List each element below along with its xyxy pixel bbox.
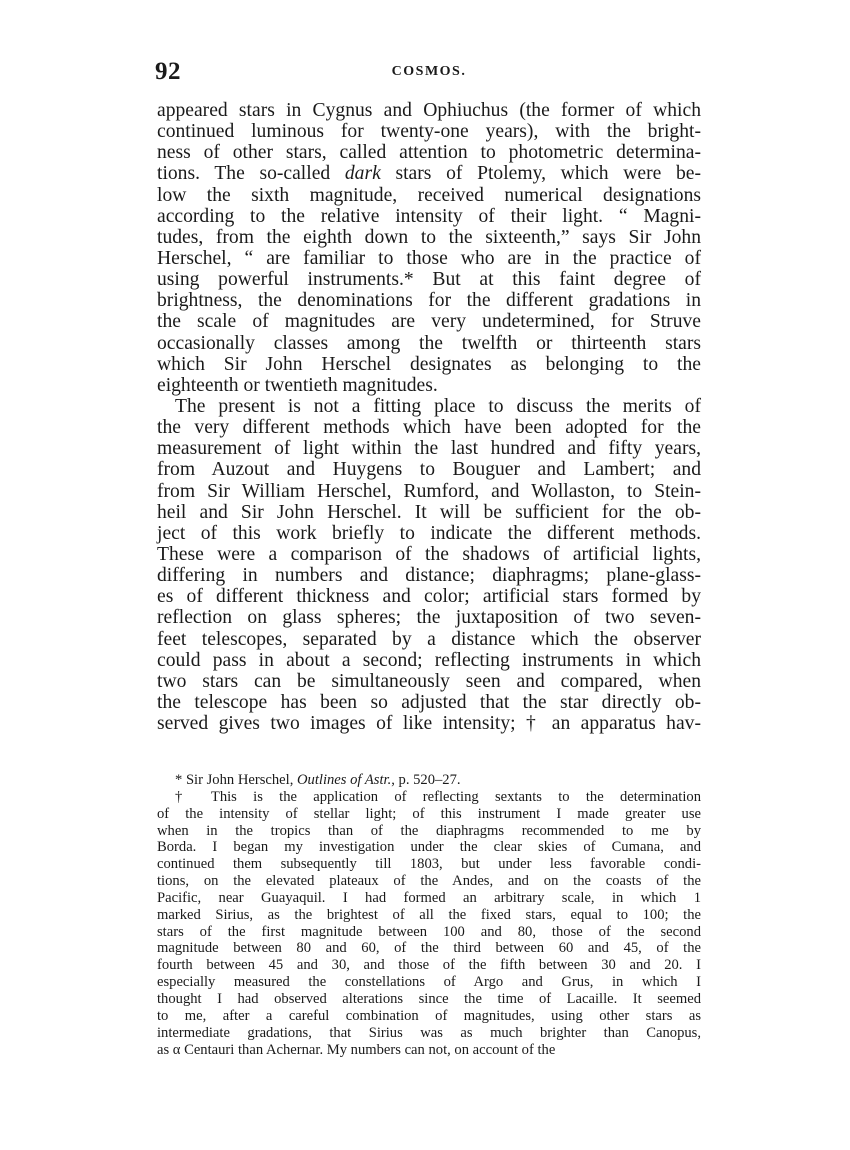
body-line: the very different methods which have been adopted for the (157, 417, 701, 439)
body-line: measurement of light within the last hundred and fifty years, (157, 438, 701, 460)
body-line: feet telescopes, separated by a distance which the observer (157, 628, 701, 650)
body-text (157, 100, 701, 734)
running-title: COSMOS. (391, 64, 467, 79)
footnotes (157, 772, 701, 1058)
body-line-with-dark: tions. The so-called dark stars of Ptolemy, which were be- (157, 163, 702, 185)
body-line: appeared stars in Cygnus and Ophiuchus (the former of which (157, 100, 701, 121)
paragraph-start-line: The present is not a fitting place to discuss the merits of (175, 395, 701, 417)
body-line: according to the relative intensity of their light. “ Magni- (157, 205, 701, 227)
running-head (155, 58, 703, 88)
body-line: two stars can be simultaneously seen and compared, when (157, 670, 701, 692)
body-line: from Auzout and Huygens to Bouguer and Lambert; and (157, 459, 701, 481)
footnote-2-line: † This is the application of reflecting sextants to the determination (175, 788, 701, 805)
body-line: the scale of magnitudes are very undetermined, for Struve (157, 311, 701, 333)
body-line: These were a comparison of the shadows of artificial lights, (157, 543, 701, 565)
footnote-2-line: stars of the first magnitude between 100 and 80, those of the second (157, 923, 701, 940)
footnote-2-line: especially measured the constellations of Argo and Grus, in which I (157, 974, 701, 991)
body-line: differing in numbers and distance; diaphragms; plane-glass- (157, 565, 701, 587)
body-line: ject of this work briefly to indicate the different methods. (157, 522, 701, 544)
body-line: could pass in about a second; reflecting instruments in which (157, 649, 701, 671)
body-line: from Sir William Herschel, Rumford, and Wollaston, to Stein- (157, 480, 701, 502)
footnote-2-line: Borda. I began my investigation under the clear skies of Cumana, and (157, 839, 701, 856)
body-line: continued luminous for twenty-one years), with the bright- (157, 121, 701, 143)
footnote-2-line: when in the tropics than of the diaphragms recommended to me by (157, 822, 701, 839)
body-line: which Sir John Herschel designates as belonging to the (157, 353, 701, 375)
footnote-2-line: continued them subsequently till 1803, but under less favorable condi- (157, 856, 701, 873)
footnote-1 (157, 772, 701, 789)
body-line: occasionally classes among the twelfth or thirteenth stars (157, 332, 701, 354)
page-number: 92 (155, 58, 181, 85)
italic-word: dark (344, 163, 381, 185)
footnote-2-line: magnitude between 80 and 60, of the third between 60 and 45, of the (157, 940, 701, 957)
footnote-2-line: Pacific, near Guayaquil. I had formed an arbitrary scale, in which 1 (157, 889, 701, 906)
footnote-2-line: thought I had observed alterations since the time of Lacaille. It seemed (157, 990, 701, 1007)
footnote-2-line: intermediate gradations, that Sirius was as much brighter than Canopus, (157, 1024, 701, 1041)
body-line: using powerful instruments.* But at this faint degree of (157, 269, 701, 291)
body-line: tudes, from the eighth down to the sixteenth,” says Sir John (157, 226, 701, 248)
footnote-1-title: Outlines of Astr. (297, 772, 392, 788)
footnote-2-line: to me, after a careful combination of magnitudes, using other stars as (157, 1007, 701, 1024)
body-line: heil and Sir John Herschel. It will be sufficient for the ob- (157, 501, 701, 523)
footnote-2-line: of the intensity of stellar light; of this instrument I made greater use (157, 805, 701, 822)
body-line: eighteenth or twentieth magnitudes. (157, 374, 438, 396)
body-line: served gives two images of like intensity; † an apparatus hav- (157, 713, 701, 735)
footnote-1-rest: , p. 520–27. (391, 772, 461, 788)
body-line: es of different thickness and color; artificial stars formed by (157, 586, 701, 608)
body-line: the telescope has been so adjusted that the star directly ob- (157, 691, 701, 713)
footnote-2-line: as α Centauri than Achernar. My numbers can not, on account of the (157, 1041, 556, 1058)
footnote-2-line: tions, on the elevated plateaux of the Andes, and on the coasts of the (157, 873, 701, 890)
body-line: reflection on glass spheres; the juxtaposition of two seven- (157, 607, 701, 629)
body-line: ness of other stars, called attention to photometric determina- (157, 142, 701, 164)
body-line: Herschel, “ are familiar to those who are in the practice of (157, 247, 701, 269)
body-line: low the sixth magnitude, received numerical designations (157, 184, 701, 206)
footnote-2-line: marked Sirius, as the brightest of all the fixed stars, equal to 100; the (157, 906, 701, 923)
footnote-2-line: fourth between 45 and 30, and those of the fifth between 30 and 20. I (157, 957, 701, 974)
body-line: brightness, the denominations for the different gradations in (157, 290, 701, 312)
footnote-1-mark: * Sir John Herschel, (175, 772, 298, 788)
